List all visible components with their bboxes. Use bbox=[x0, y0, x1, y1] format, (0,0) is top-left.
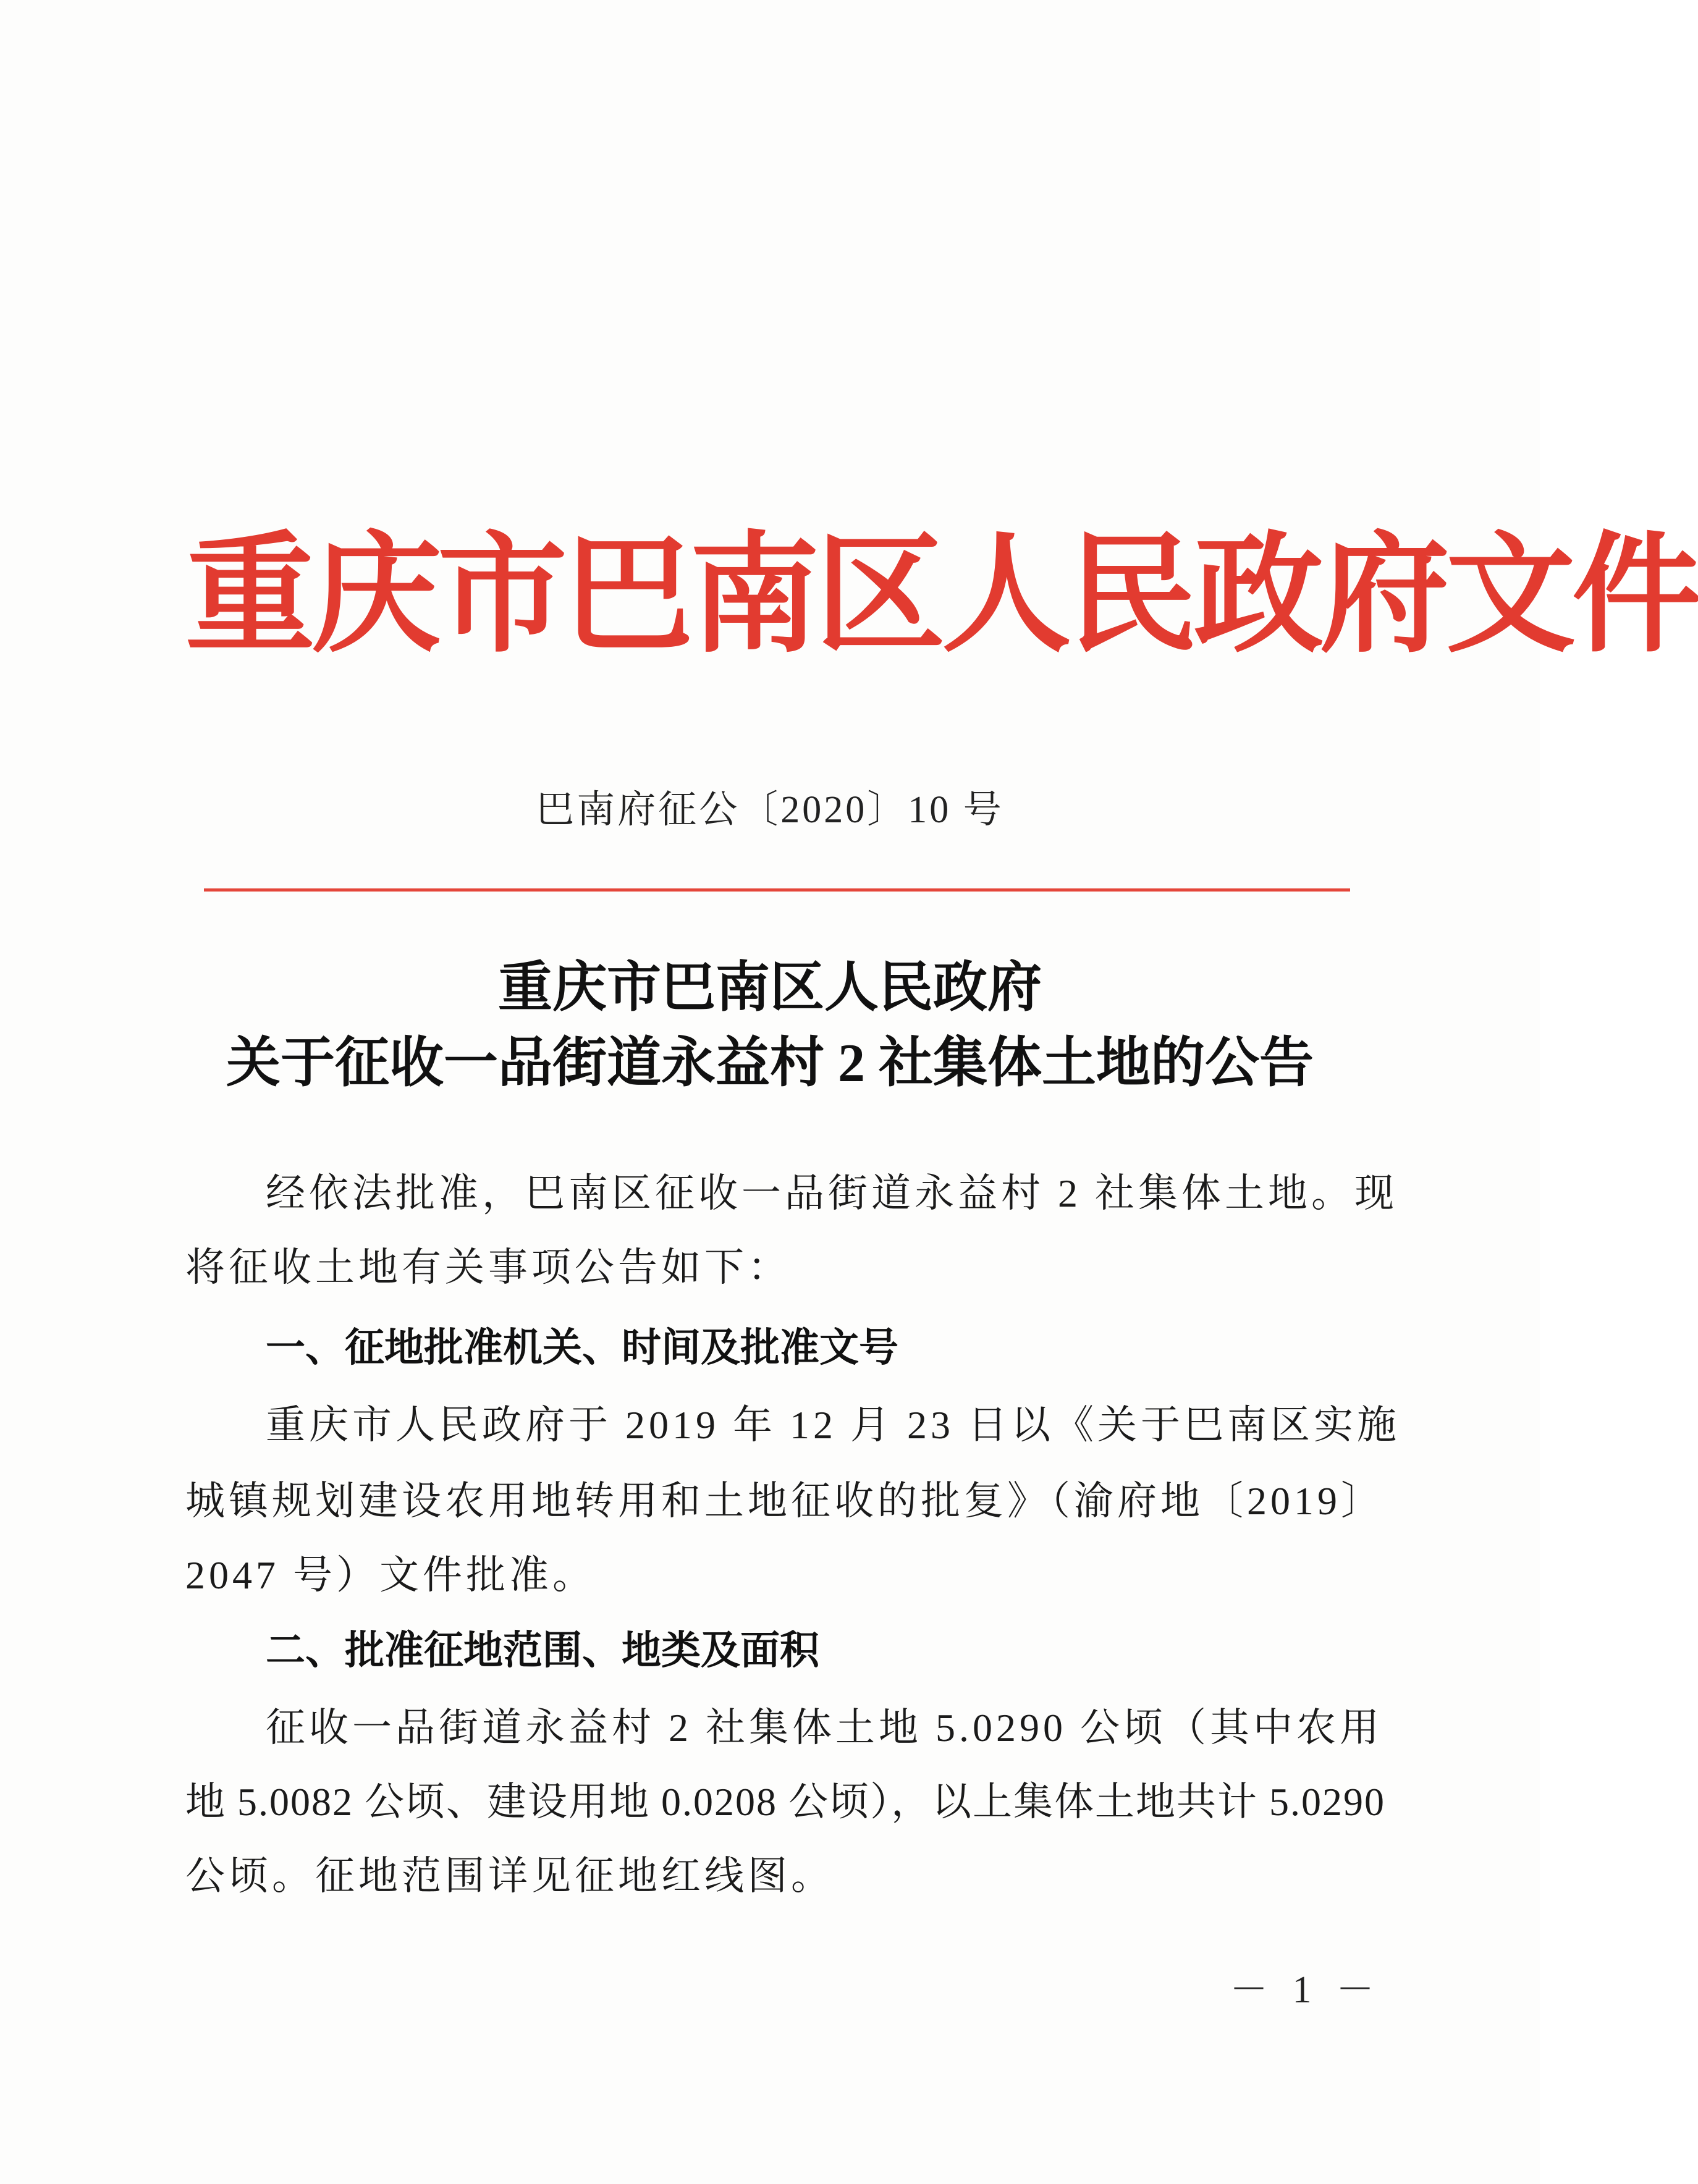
title-line-1: 重庆市巴南区人民政府 bbox=[497, 958, 1042, 1018]
document-number: 巴南府征公〔2020〕10 号 bbox=[536, 789, 1004, 831]
section-2-line-1: 征收一品街道永益村 2 社集体土地 5.0290 公顷（其中农用 bbox=[266, 1706, 1383, 1750]
section-1-heading: 一、征地批准机关、时间及批准文号 bbox=[266, 1325, 898, 1370]
red-divider-line bbox=[204, 888, 1350, 892]
intro-line-1: 经依法批准，巴南区征收一品街道永益村 2 社集体土地。现 bbox=[266, 1171, 1398, 1215]
section-1-line-1: 重庆市人民政府于 2019 年 12 月 23 日以《关于巴南区实施 bbox=[266, 1403, 1400, 1447]
section-2-line-3: 公顷。征地范围详见征地红线图。 bbox=[185, 1854, 834, 1898]
section-2-line-2: 地 5.0082 公顷、建设用地 0.0208 公顷），以上集体土地共计 5.0290 bbox=[185, 1780, 1385, 1824]
section-1-line-2: 城镇规划建设农用地转用和土地征收的批复》（渝府地〔2019〕 bbox=[185, 1479, 1384, 1523]
page-number: － 1 － bbox=[1230, 1969, 1382, 2011]
title-line-2: 关于征收一品街道永益村 2 社集体土地的公告 bbox=[226, 1034, 1314, 1094]
intro-line-2: 将征收土地有关事项公告如下： bbox=[185, 1246, 791, 1289]
section-2-heading: 二、批准征地范围、地类及面积 bbox=[266, 1628, 819, 1672]
agency-header: 重庆市巴南区人民政府文件 bbox=[185, 525, 1698, 668]
section-1-line-3: 2047 号）文件批准。 bbox=[185, 1553, 596, 1597]
